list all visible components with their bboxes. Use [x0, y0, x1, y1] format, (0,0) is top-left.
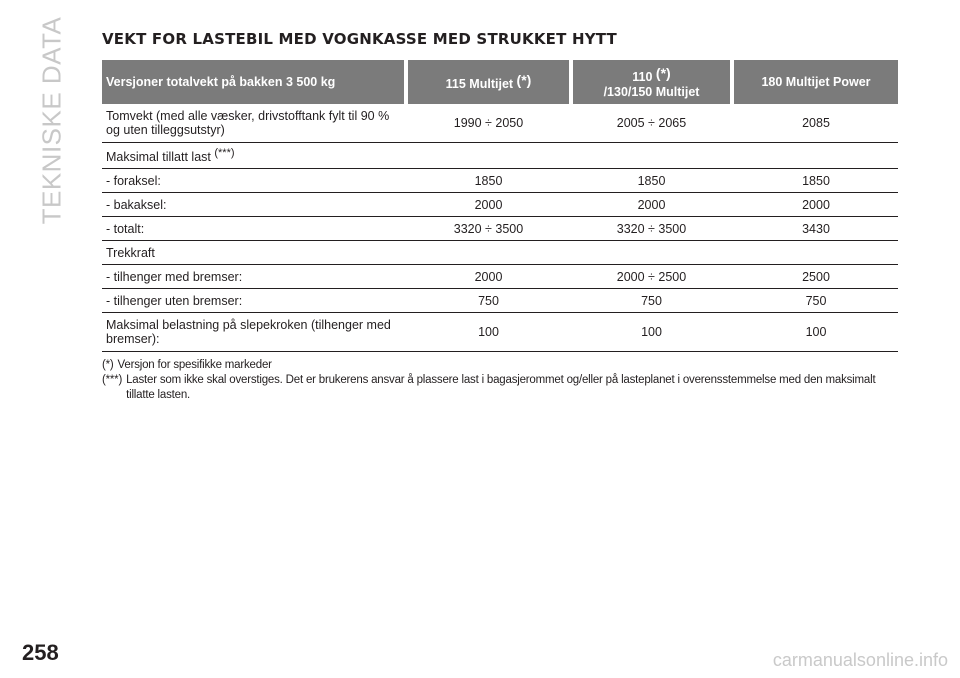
cell-value: 100 — [408, 313, 569, 352]
footnote-mark: (***) — [102, 374, 123, 387]
section-side-label — [22, 16, 82, 224]
row-footnote-mark: (***) — [214, 147, 235, 159]
table-row — [102, 217, 898, 241]
header-115-label: 115 Multijet — [445, 77, 517, 92]
cell-value — [408, 241, 569, 265]
weights-table — [102, 60, 898, 352]
row-label: - foraksel: — [102, 169, 404, 193]
header-110-label: 110 — [632, 70, 656, 85]
cell-value: 1850 — [408, 169, 569, 193]
cell-value: 750 — [408, 289, 569, 313]
cell-value: 1990 ÷ 2050 — [408, 104, 569, 143]
header-115-multijet — [408, 60, 569, 104]
table-row — [102, 313, 898, 352]
cell-value: 3320 ÷ 3500 — [408, 217, 569, 241]
section-side-label-text: TEKNISKE DATA — [36, 16, 67, 224]
cell-value — [573, 143, 730, 169]
footnote — [102, 373, 898, 403]
cell-value — [734, 241, 898, 265]
cell-value: 1850 — [573, 169, 730, 193]
cell-value — [408, 143, 569, 169]
cell-value: 750 — [573, 289, 730, 313]
row-label — [102, 143, 404, 169]
table-row — [102, 289, 898, 313]
header-versions-label: Versjoner totalvekt på bakken 3 500 kg — [106, 74, 336, 89]
row-label: Tomvekt (med alle væsker, drivstofftank fylt til 90 % og uten tilleggsutstyr) — [102, 104, 404, 143]
cell-value: 100 — [734, 313, 898, 352]
header-110-130-150-multijet — [573, 60, 730, 104]
cell-value — [573, 241, 730, 265]
cell-value: 1850 — [734, 169, 898, 193]
cell-value: 2085 — [734, 104, 898, 143]
table-row — [102, 143, 898, 169]
table-row — [102, 241, 898, 265]
row-label-text: Maksimal tillatt last — [106, 150, 215, 164]
row-label: - totalt: — [102, 217, 404, 241]
cell-value: 100 — [573, 313, 730, 352]
footnote-mark: (*) — [102, 359, 114, 372]
watermark-text: carmanualsonline.info — [772, 650, 948, 670]
cell-value: 3320 ÷ 3500 — [573, 217, 730, 241]
row-label: - bakaksel: — [102, 193, 404, 217]
table-header-row — [102, 60, 898, 104]
cell-value: 750 — [734, 289, 898, 313]
header-180-multijet-power — [734, 60, 898, 104]
row-label: Trekkraft — [102, 241, 404, 265]
header-versions — [102, 60, 404, 104]
page-title: VEKT FOR LASTEBIL MED VOGNKASSE MED STRUKKET HYTT — [102, 30, 617, 48]
cell-value: 2000 — [734, 193, 898, 217]
row-label: - tilhenger uten bremser: — [102, 289, 404, 313]
page-content — [102, 30, 898, 403]
header-110-footnote-mark: (*) — [655, 65, 671, 82]
cell-value: 3430 — [734, 217, 898, 241]
footnote-text: Versjon for spesifikke markeder — [117, 359, 272, 372]
header-130-150-label: /130/150 Multijet — [603, 84, 700, 99]
cell-value: 2500 — [734, 265, 898, 289]
cell-value: 2000 — [408, 193, 569, 217]
cell-value: 2005 ÷ 2065 — [573, 104, 730, 143]
cell-value: 2000 ÷ 2500 — [573, 265, 730, 289]
row-label: Maksimal belastning på slepekroken (tilhenger med bremser): — [102, 313, 404, 352]
footnote-text: Laster som ikke skal overstiges. Det er brukerens ansvar å plassere last i bagasjerommet og/eller på lasteplanet i overensstemmelse med den maksimalt tillatte lasten. — [126, 374, 876, 402]
cell-value: 2000 — [408, 265, 569, 289]
footnotes — [102, 358, 898, 403]
row-label: - tilhenger med bremser: — [102, 265, 404, 289]
table-row — [102, 265, 898, 289]
page-number: 258 — [22, 640, 59, 665]
cell-value: 2000 — [573, 193, 730, 217]
table-row — [102, 193, 898, 217]
table-row — [102, 104, 898, 143]
table-row — [102, 169, 898, 193]
header-115-footnote-mark: (*) — [516, 72, 532, 89]
footnote — [102, 358, 898, 373]
cell-value — [734, 143, 898, 169]
header-180-label: 180 Multijet Power — [761, 74, 871, 89]
